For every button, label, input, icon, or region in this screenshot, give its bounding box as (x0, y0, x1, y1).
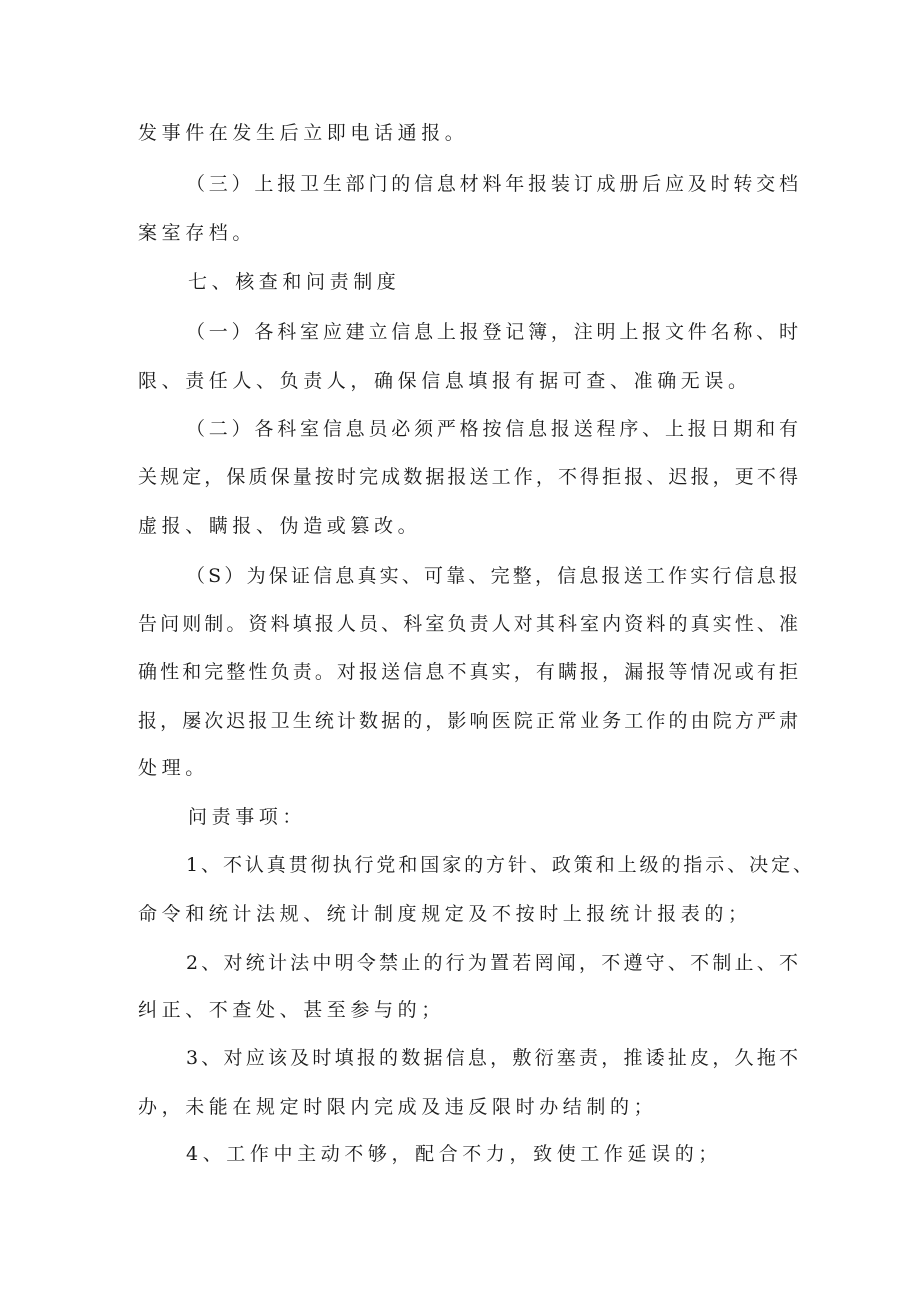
text-line: （三）上报卫生部门的信息材料年报装订成册后应及时转交档 (186, 173, 798, 195)
text-line: 案室存档。 (138, 222, 257, 244)
text-line: 命令和统计法规、统计制度规定及不按时上报统计报表的； (138, 903, 752, 925)
text-line: 处理。 (138, 757, 209, 779)
text-line: 确性和完整性负责。对报送信息不真实，有瞒报，漏报等情况或有拒 (138, 661, 798, 683)
text-line: 告问则制。资料填报人员、科室负责人对其科室内资料的真实性、准 (138, 613, 798, 635)
text-line: （二）各科室信息员必须严格按信息报送程序、上报日期和有 (186, 418, 798, 440)
text-line: 3、对应该及时填报的数据信息，敷衍塞责，推诿扯皮，久拖不 (186, 1047, 798, 1069)
text-line: （一）各科室应建立信息上报登记簿，注明上报文件名称、时 (186, 321, 798, 343)
text-line: 报，屡次迟报卫生统计数据的，影响医院正常业务工作的由院方严肃 (138, 710, 798, 732)
section-heading: 七、核查和问责制度 (188, 271, 401, 293)
text-line: 1、不认真贯彻执行党和国家的方针、政策和上级的指示、决定、 (186, 854, 812, 876)
text-line: 关规定，保质保量按时完成数据报送工作，不得拒报、迟报，更不得 (138, 466, 798, 488)
text-line: 限、责任人、负责人，确保信息填报有据可查、准确无误。 (138, 370, 752, 392)
text-line: 虚报、瞒报、伪造或篡改。 (138, 515, 422, 537)
text-line: 发事件在发生后立即电话通报。 (138, 122, 469, 144)
text-line: 4、工作中主动不够，配合不力，致使工作延误的； (186, 1143, 722, 1165)
subheading: 问责事项： (188, 806, 307, 828)
text-line: 办，未能在规定时限内完成及违反限时办结制的； (138, 1096, 658, 1118)
text-line: 2、对统计法中明令禁止的行为置若罔闻，不遵守、不制止、不 (186, 952, 798, 974)
text-line: 纠正、不查处、甚至参与的； (138, 999, 445, 1021)
text-line: （S）为保证信息真实、可靠、完整，信息报送工作实行信息报 (186, 565, 798, 587)
